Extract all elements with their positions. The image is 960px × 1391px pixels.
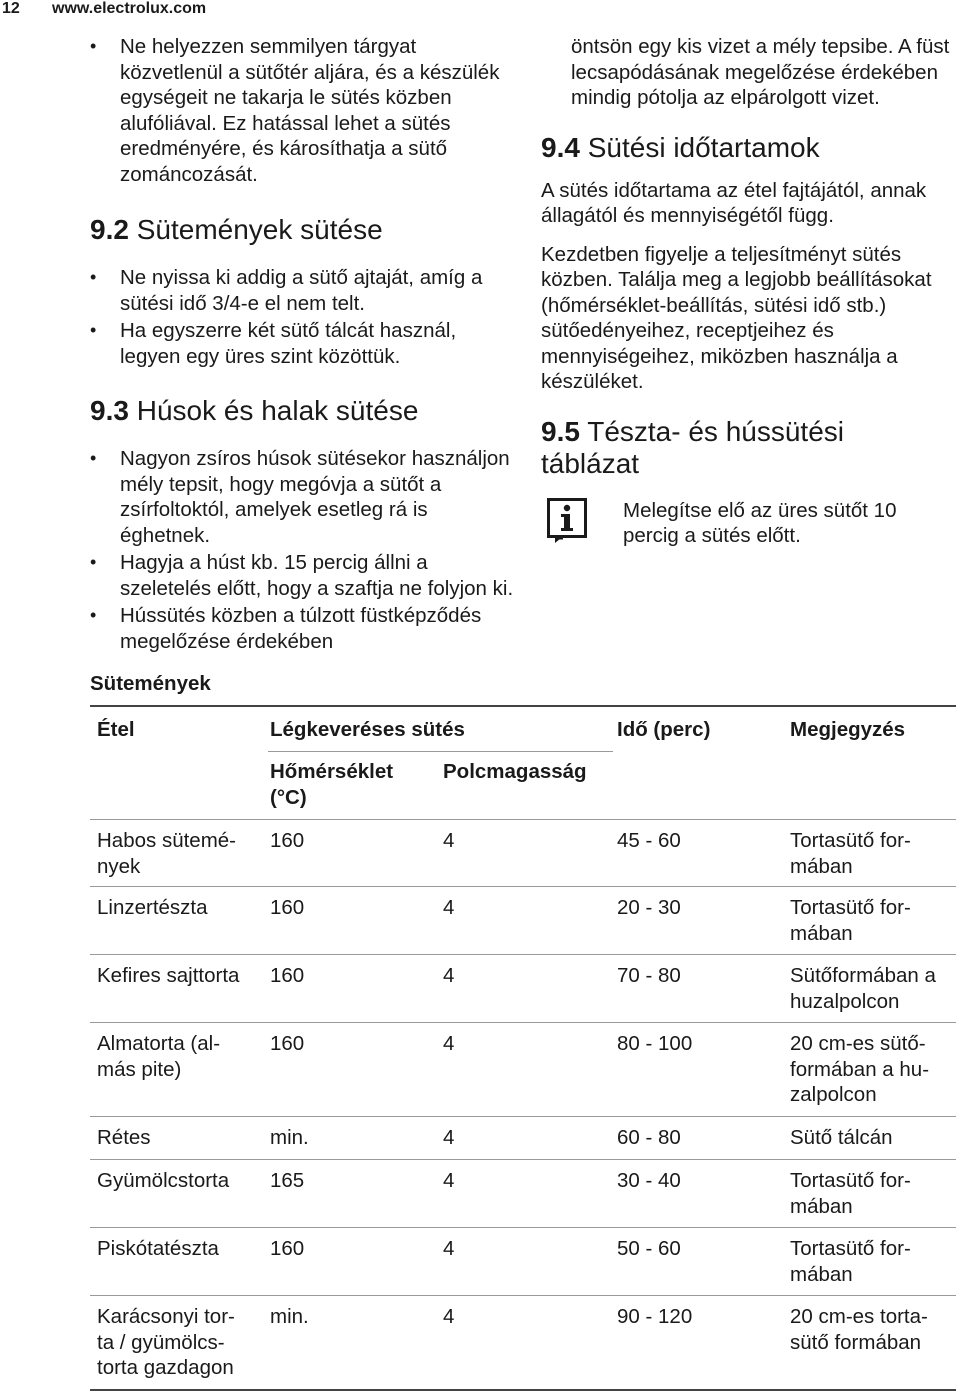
- cell-shelf: 4: [443, 1169, 455, 1192]
- cell-shelf: 4: [443, 1126, 455, 1149]
- section-title: Tészta- és hússütési táblázat: [541, 415, 844, 479]
- cell-temp: 160: [270, 1032, 305, 1055]
- cell-temp: 160: [270, 896, 305, 919]
- list-item: • Hagyja a húst kb. 15 percig állni a szeletelés előtt, hogy a szaftja ne folyjon ki.: [90, 550, 520, 601]
- table-header-row: [90, 705, 956, 751]
- cell-time: 90 - 120: [617, 1305, 693, 1328]
- header-time: Idő (perc): [617, 718, 711, 741]
- cell-time: 50 - 60: [617, 1237, 681, 1260]
- table-row: [90, 1160, 956, 1228]
- cell-time: 80 - 100: [617, 1032, 693, 1055]
- cell-food: Linzertészta: [97, 896, 208, 919]
- cell-time: 30 - 40: [617, 1169, 681, 1192]
- bullet-list-9-3: [90, 446, 520, 654]
- cell-temp: min.: [270, 1305, 309, 1328]
- cell-note: 20 cm-es sütő- formában a hu- zalpolcon: [790, 1032, 930, 1106]
- continuation-text: öntsön egy kis vizet a mély tepsibe. A füst lecsapódásának megelőzése érdekében mindig pótolja az elpárolgott vizet.: [571, 35, 950, 109]
- cell-shelf: 4: [443, 1305, 455, 1328]
- table-row: [90, 1296, 956, 1391]
- cell-shelf: 4: [443, 896, 455, 919]
- cell-food: Habos sütemé- nyek: [97, 829, 237, 878]
- info-icon: [547, 498, 587, 544]
- section-heading-9-2: [90, 214, 520, 246]
- cell-food: Rétes: [97, 1126, 151, 1149]
- cell-note: Tortasütő for- mában: [790, 829, 911, 878]
- table-row: [90, 820, 956, 887]
- table-row: [90, 1117, 956, 1160]
- list-item: • Hússütés közben a túlzott füstképződés megelőzése érdekében: [90, 603, 520, 654]
- section-title: Húsok és halak sütése: [136, 395, 419, 426]
- cell-temp: 160: [270, 829, 305, 852]
- cell-note: 20 cm-es torta- sütő formában: [790, 1305, 928, 1354]
- table-row: [90, 1228, 956, 1296]
- list-item: • Ne nyissa ki addig a sütő ajtaját, amíg a sütési idő 3/4-e el nem telt.: [90, 265, 520, 316]
- cell-note: Tortasütő for- mában: [790, 896, 911, 945]
- table-row: [90, 1023, 956, 1117]
- cell-time: 70 - 80: [617, 964, 681, 987]
- cell-time: 20 - 30: [617, 896, 681, 919]
- cell-temp: min.: [270, 1126, 309, 1149]
- bullet-list-9-2: [90, 265, 520, 369]
- cell-temp: 160: [270, 964, 305, 987]
- header-temperature: Hőmérséklet (°C): [270, 760, 394, 809]
- header-shelf: Polcmagasság: [443, 760, 587, 783]
- cell-note: Sütőformában a huzalpolcon: [790, 964, 936, 1013]
- cell-note: Sütő tálcán: [790, 1126, 893, 1149]
- section-number: 9.4: [541, 131, 580, 163]
- table-row: [90, 955, 956, 1023]
- cell-time: 45 - 60: [617, 829, 681, 852]
- paragraph: Kezdetben figyelje a teljesítményt sütés közben. Találja meg a legjobb beállításokat (hőmérséklet-beállítás, sütési idő stb.) sütőedényeihez, receptjeihez és mennyiségeihez, miközben használja a készüléket.: [541, 242, 932, 393]
- website-url: www.electrolux.com: [52, 0, 207, 17]
- section-heading-9-4: [541, 132, 960, 164]
- table-title: Sütemények: [90, 672, 211, 695]
- list-item: • Nagyon zsíros húsok sütésekor használjon mély tepsit, hogy megóvja a sütőt a zsírfoltoktól, amelyek esetleg rá is éghetnek.: [90, 446, 520, 548]
- section-title: Sütemények sütése: [136, 214, 383, 245]
- cell-shelf: 4: [443, 1237, 455, 1260]
- section-title: Sütési időtartamok: [587, 131, 820, 163]
- section-heading-9-3: [90, 395, 520, 427]
- cell-food: Kefires sajttorta: [97, 964, 240, 987]
- header-convection: Légkeveréses sütés: [270, 718, 465, 741]
- cell-note: Tortasütő for- mában: [790, 1237, 911, 1286]
- cell-note: Tortasütő for- mában: [790, 1169, 911, 1218]
- section-number: 9.3: [90, 395, 129, 426]
- baking-table: [90, 705, 956, 1391]
- cell-shelf: 4: [443, 1032, 455, 1055]
- cell-food: Almatorta (al- más pite): [97, 1032, 221, 1081]
- list-item: • Ne helyezzen semmilyen tárgyat közvetlenül a sütőtér aljára, és a készülék egységeit ne takarja le sütés közben alufóliával. Ez hatással lehet a sütés eredményére, és károsíthatja a sütő zománcozását.: [90, 34, 520, 187]
- intro-bullet-list: [90, 34, 520, 187]
- list-item: • Ha egyszerre két sütő tálcát használ, legyen egy üres szint közöttük.: [90, 318, 520, 369]
- left-column: [90, 34, 520, 654]
- section-heading-9-5: [541, 416, 901, 480]
- cell-shelf: 4: [443, 829, 455, 852]
- paragraph: A sütés időtartama az étel fajtájától, annak állagától és mennyiségétől függ.: [541, 178, 927, 227]
- cell-food: Piskótatészta: [97, 1237, 219, 1260]
- table-subheader-row: [90, 751, 956, 820]
- header-notes: Megjegyzés: [790, 718, 906, 741]
- section-number: 9.2: [90, 214, 129, 245]
- table-row: [90, 887, 956, 955]
- cell-shelf: 4: [443, 964, 455, 987]
- cell-food: Karácsonyi tor- ta / gyümölcs- torta gazdagon: [97, 1305, 235, 1379]
- cell-temp: 160: [270, 1237, 305, 1260]
- cell-food: Gyümölcstorta: [97, 1169, 230, 1192]
- cell-temp: 165: [270, 1169, 305, 1192]
- info-note: [541, 498, 960, 558]
- header-food: Étel: [97, 718, 135, 741]
- page-number: 12: [2, 0, 20, 17]
- info-text: Melegítse elő az üres sütőt 10 percig a sütés előtt.: [623, 498, 897, 547]
- right-column: [541, 34, 960, 558]
- cell-time: 60 - 80: [617, 1126, 681, 1149]
- section-number: 9.5: [541, 415, 580, 447]
